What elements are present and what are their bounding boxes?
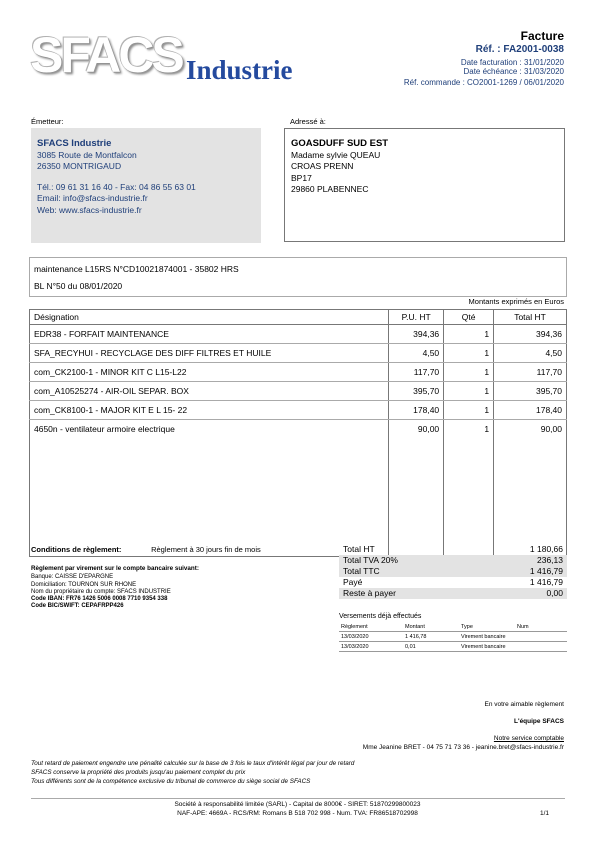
company-logo	[30, 27, 182, 83]
total-row	[339, 566, 567, 577]
legal-notes	[31, 759, 354, 786]
column-header: Type	[459, 623, 515, 632]
item-unit-price: 395,70	[389, 382, 444, 401]
payments-table	[339, 623, 567, 652]
item-total: 117,70	[494, 363, 567, 382]
table-row	[339, 642, 567, 652]
closing-service: Notre service comptable	[493, 735, 564, 742]
column-header: Montant	[403, 623, 459, 632]
table-header-row	[30, 310, 567, 325]
item-designation: SFA_RECYHUI - RECYCLAGE DES DIFF FILTRES ET HUILE	[30, 344, 389, 363]
bank-name: Banque: CAISSE D'EPARGNE	[31, 574, 114, 581]
table-row	[30, 363, 567, 382]
bank-title: Règlement par virement sur le compte bancaire suivant:	[31, 565, 199, 572]
emitter-label: Émetteur:	[31, 117, 64, 126]
column-header: Qté	[444, 310, 494, 325]
payments-block	[339, 613, 567, 652]
recipient-name: GOASDUFF SUD EST	[291, 138, 389, 149]
table-row	[30, 325, 567, 344]
footer-registration: NAF-APE: 4669A - RCS/RM: Romans B 518 702 998 - Num. TVA: FR86518702998	[177, 810, 418, 817]
table-row	[30, 382, 567, 401]
billing-date: Date facturation : 31/01/2020	[460, 58, 564, 67]
item-quantity: 1	[444, 420, 494, 439]
payments-header-row	[339, 623, 567, 632]
column-header: P.U. HT	[389, 310, 444, 325]
item-total: 4,50	[494, 344, 567, 363]
payment-date: 13/03/2020	[339, 642, 403, 652]
closing-team: L'équipe SFACS	[514, 718, 564, 725]
info-line: maintenance L15RS N°CD10021874001 - 35802 HRS	[34, 264, 239, 274]
column-header: Désignation	[30, 310, 389, 325]
footer-company-info: Société à responsabilité limitée (SARL) - Capital de 8000€ - SIRET: 51870299800023	[174, 801, 421, 808]
payment-num	[515, 632, 567, 642]
payment-type: Virement bancaire	[459, 642, 515, 652]
total-row	[339, 555, 567, 566]
total-row	[339, 544, 567, 555]
total-value: 1 180,66	[529, 544, 563, 554]
payment-conditions	[31, 545, 261, 554]
item-designation: 4650n - ventilateur armoire electrique	[30, 420, 389, 439]
payment-date: 13/03/2020	[339, 632, 403, 642]
total-label: Total HT	[343, 544, 375, 554]
total-label: Reste à payer	[343, 588, 396, 598]
emitter-line: 3085 Route de Montfalcon	[37, 149, 137, 160]
bank-owner: Nom du propriétaire du compte: SFACS INDUSTRIE	[31, 588, 171, 595]
item-unit-price: 394,36	[389, 325, 444, 344]
total-row	[339, 577, 567, 588]
item-designation: com_A10525274 - AIR-OIL SEPAR. BOX	[30, 382, 389, 401]
column-header: Règlement	[339, 623, 403, 632]
table-row	[30, 420, 567, 439]
page-number: 1/1	[540, 810, 550, 817]
emitter-block	[31, 128, 261, 243]
emitter-line: 26350 MONTRIGAUD	[37, 161, 122, 171]
item-designation: com_CK2100-1 - MINOR KIT C L15-L22	[30, 363, 389, 382]
emitter-name: SFACS Industrie	[37, 138, 112, 149]
item-unit-price: 117,70	[389, 363, 444, 382]
item-designation: com_CK8100-1 - MAJOR KIT E L 15- 22	[30, 401, 389, 420]
item-total: 394,36	[494, 325, 567, 344]
table-filler-row	[30, 438, 567, 557]
item-unit-price: 178,40	[389, 401, 444, 420]
total-row	[339, 588, 567, 599]
emitter-phone: Tél.: 09 61 31 16 40 - Fax: 04 86 55 63 01	[37, 181, 196, 192]
item-unit-price: 90,00	[389, 420, 444, 439]
item-quantity: 1	[444, 401, 494, 420]
recipient-line: Madame sylvie QUEAU	[291, 149, 381, 160]
total-value: 0,00	[546, 588, 563, 598]
payment-type: Virement bancaire	[459, 632, 515, 642]
total-label: Total TTC	[343, 566, 380, 576]
invoice-reference: Réf. : FA2001-0038	[475, 44, 564, 55]
item-designation: EDR38 - FORFAIT MAINTENANCE	[30, 325, 389, 344]
emitter-line	[37, 173, 255, 182]
legal-line: Tous différents sont de la compétence exclusive du tribunal de commerce du siège social de SFACS	[31, 778, 311, 785]
item-unit-price: 4,50	[389, 344, 444, 363]
bank-details	[31, 565, 291, 611]
logo-sfacs-text: SFACS	[30, 27, 182, 83]
totals-block	[339, 544, 567, 599]
recipient-line: 29860 PLABENNEC	[291, 184, 369, 194]
item-quantity: 1	[444, 363, 494, 382]
payment-amount: 0,01	[403, 642, 459, 652]
document-title: Facture	[520, 29, 564, 43]
emitter-web: Web: www.sfacs-industrie.fr	[37, 204, 142, 215]
item-total: 178,40	[494, 401, 567, 420]
item-total: 90,00	[494, 420, 567, 439]
legal-line: Tout retard de paiement engendre une pénalité calculée sur la base de 3 fois le taux d'intérêt légal par jour de retard	[31, 760, 355, 767]
legal-line: SFACS conserve la propriété des produits jusqu'au paiement complet du prix	[31, 769, 246, 776]
bank-iban: Code IBAN: FR76 1426 5006 0008 7710 9354 338	[31, 596, 168, 603]
item-quantity: 1	[444, 344, 494, 363]
bank-domiciliation: Domiciliation: TOURNON SUR RHONE	[31, 581, 137, 588]
items-table	[29, 309, 567, 557]
recipient-line: BP17	[291, 172, 312, 183]
closing-salutation: En votre aimable règlement	[484, 701, 564, 708]
currency-note: Montants exprimés en Euros	[468, 297, 564, 306]
conditions-label: Conditions de règlement:	[31, 545, 122, 554]
column-header: Num	[515, 623, 567, 632]
order-reference: Réf. commande : CO2001-1269 / 06/01/2020	[403, 78, 564, 87]
logo-industrie-text: Industrie	[186, 55, 293, 85]
item-quantity: 1	[444, 325, 494, 344]
column-header: Total HT	[494, 310, 567, 325]
bank-bic: Code BIC/SWIFT: CEPAFRPP426	[31, 603, 124, 610]
total-label: Total TVA 20%	[343, 555, 398, 565]
conditions-value: Règlement à 30 jours fin de mois	[151, 545, 261, 554]
total-label: Payé	[343, 577, 363, 587]
item-total: 395,70	[494, 382, 567, 401]
footer-divider	[31, 798, 565, 799]
recipient-line: CROAS PRENN	[291, 161, 354, 171]
total-value: 236,13	[537, 555, 563, 565]
emitter-email: Email: info@sfacs-industrie.fr	[37, 193, 148, 203]
invoice-info-box	[29, 257, 567, 297]
table-row	[30, 344, 567, 363]
item-quantity: 1	[444, 382, 494, 401]
total-value: 1 416,79	[529, 566, 563, 576]
recipient-label: Adressé à:	[290, 117, 326, 126]
due-date: Date échéance : 31/03/2020	[463, 67, 564, 76]
payment-num	[515, 642, 567, 652]
total-value: 1 416,79	[529, 577, 563, 587]
payments-title: Versements déjà effectués	[339, 613, 422, 620]
payment-amount: 1 416,78	[403, 632, 459, 642]
closing-contact: Mme Jeanine BRET - 04 75 71 73 36 - jeanine.bret@sfacs-industrie.fr	[362, 744, 564, 751]
table-row	[30, 401, 567, 420]
table-row	[339, 632, 567, 642]
recipient-block	[284, 128, 565, 242]
info-line: BL N°50 du 08/01/2020	[34, 281, 123, 291]
